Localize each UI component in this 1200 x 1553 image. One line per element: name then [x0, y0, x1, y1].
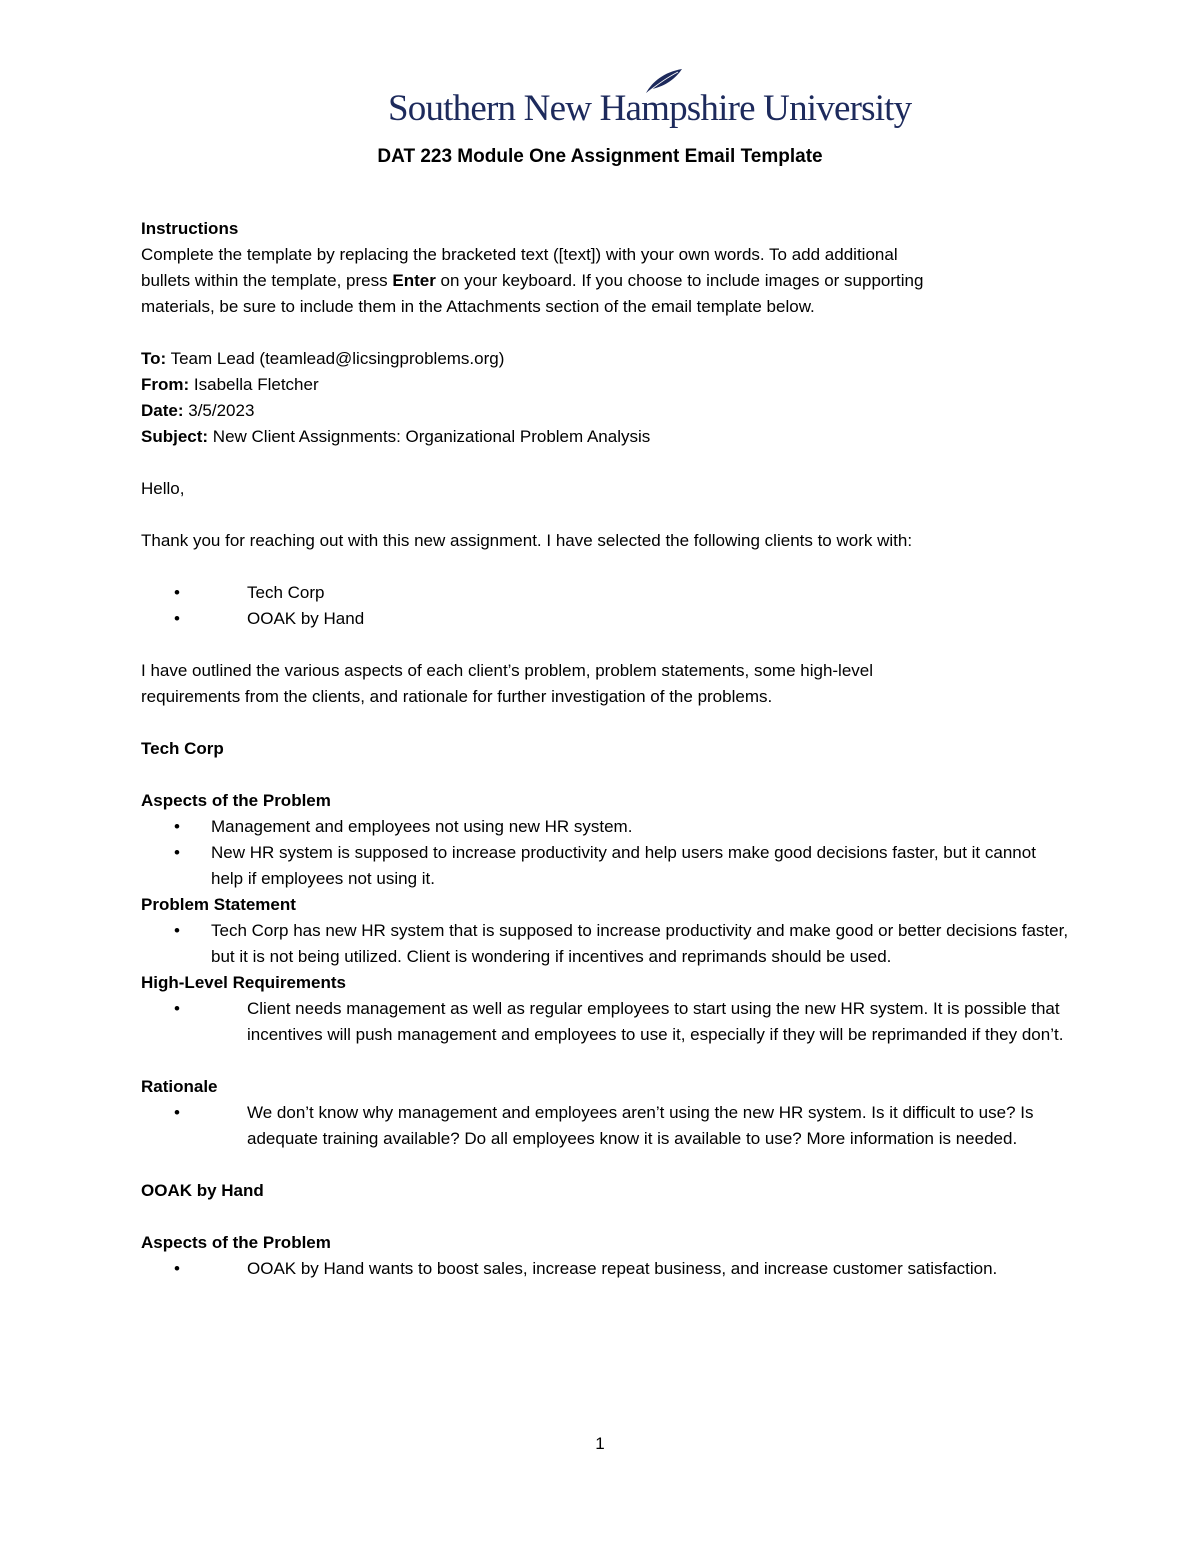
section-heading-aspects: Aspects of the Problem [141, 791, 331, 810]
instructions-heading: Instructions [141, 219, 239, 238]
page-number: 1 [595, 1434, 605, 1453]
document-body [141, 216, 1071, 1282]
list-item: • We don’t know why management and employees aren’t using the new HR system. Is it difficult to use? Is adequate training available? Do all employees know it is available to use? More information is needed. [141, 1100, 1071, 1152]
bullet-icon: • [174, 921, 180, 940]
section-heading-requirements: High-Level Requirements [141, 973, 346, 992]
email-intro: Thank you for reaching out with this new assignment. I have selected the following clients to work with: [141, 531, 913, 550]
list-item: • OOAK by Hand [141, 606, 1071, 632]
outline-line-1: I have outlined the various aspects of each client’s problem, problem statements, some high-level [141, 661, 874, 680]
instructions-line-1: Complete the template by replacing the bracketed text ([text]) with your own words. To add additional [141, 245, 898, 264]
bullet-icon: • [174, 843, 180, 862]
outline-line-2: requirements from the clients, and rationale for further investigation of the problems. [141, 687, 773, 706]
email-greeting: Hello, [141, 479, 185, 498]
email-from: From: Isabella Fletcher [141, 375, 319, 394]
client-heading-tech-corp: Tech Corp [141, 739, 224, 758]
client-heading-ooak: OOAK by Hand [141, 1181, 264, 1200]
section-heading-aspects: Aspects of the Problem [141, 1233, 331, 1252]
bullet-icon: • [174, 583, 180, 602]
list-item: • OOAK by Hand wants to boost sales, increase repeat business, and increase customer satisfaction. [141, 1256, 1071, 1282]
document-title: DAT 223 Module One Assignment Email Template [377, 146, 823, 167]
bullet-icon: • [174, 817, 180, 836]
university-logo [388, 68, 912, 138]
bullet-icon: • [174, 1103, 180, 1122]
email-date: Date: 3/5/2023 [141, 401, 255, 420]
instructions-line-2: bullets within the template, press Enter on your keyboard. If you choose to include images or supporting [141, 271, 924, 290]
section-heading-rationale: Rationale [141, 1077, 218, 1096]
bullet-icon: • [174, 999, 180, 1018]
university-name: Southern New Hampshire University [388, 88, 912, 129]
instructions-line-3: materials, be sure to include them in the Attachments section of the email template below. [141, 297, 815, 316]
list-item: • Client needs management as well as regular employees to start using the new HR system. It is possible that incentives will push management and employees to use it, especially if they will be reprimanded if they don’t. [141, 996, 1071, 1048]
section-heading-problem: Problem Statement [141, 895, 296, 914]
list-item: • New HR system is supposed to increase productivity and help users make good decisions faster, but it cannot help if employees not using it. [141, 840, 1071, 892]
list-item: • Management and employees not using new HR system. [141, 814, 1071, 840]
enter-key-label: Enter [392, 271, 436, 290]
list-item: • Tech Corp [141, 580, 1071, 606]
list-item: • Tech Corp has new HR system that is supposed to increase productivity and make good or better decisions faster, but it is not being utilized. Client is wondering if incentives and reprimands should be used. [141, 918, 1071, 970]
email-subject: Subject: New Client Assignments: Organizational Problem Analysis [141, 427, 651, 446]
bullet-icon: • [174, 609, 180, 628]
bullet-icon: • [174, 1259, 180, 1278]
email-to: To: Team Lead (teamlead@licsingproblems.org) [141, 349, 505, 368]
